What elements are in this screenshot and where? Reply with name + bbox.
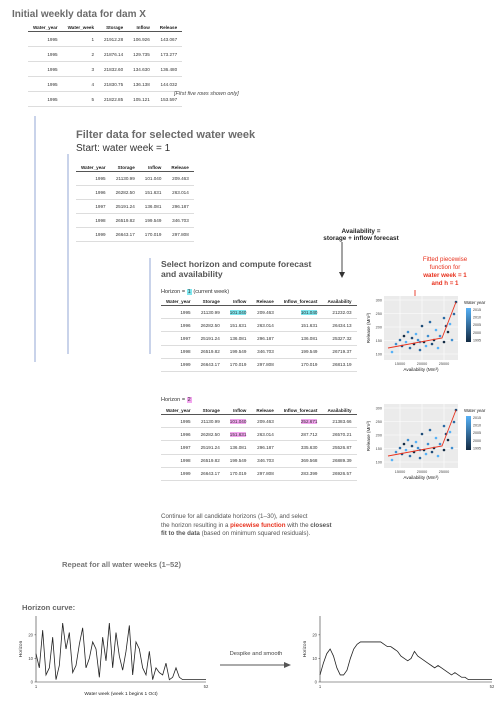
table-cell: 170.019 bbox=[225, 467, 252, 480]
data-point bbox=[421, 325, 424, 328]
table-cell: 26813.19 bbox=[322, 358, 356, 371]
table-row bbox=[76, 200, 194, 214]
data-point bbox=[427, 443, 430, 446]
continue-text bbox=[161, 513, 332, 539]
data-point bbox=[409, 455, 412, 458]
x-tick-label: 15000 bbox=[394, 362, 406, 366]
data-point bbox=[405, 449, 408, 452]
y-axis-label: Release (Mm³) bbox=[366, 420, 371, 452]
continue-line2b: piecewise function bbox=[230, 521, 286, 529]
table-cell: 25526.87 bbox=[322, 441, 356, 454]
data-point bbox=[449, 323, 452, 326]
section2-title: Filter data for selected water week bbox=[76, 129, 256, 141]
y-axis-label: Horizon bbox=[19, 640, 24, 658]
table-cell: 1999 bbox=[76, 228, 111, 242]
table-cell: 1995 bbox=[28, 32, 63, 47]
table-cell: 1995 bbox=[28, 92, 63, 107]
y-tick-label: 300 bbox=[375, 298, 382, 303]
table-cell: 287.712 bbox=[279, 428, 323, 441]
data-point bbox=[435, 437, 438, 440]
table-row bbox=[161, 345, 357, 358]
data-point bbox=[403, 443, 406, 446]
y-tick-label: 0 bbox=[314, 679, 317, 685]
table-cell: 106.926 bbox=[128, 32, 155, 47]
horizon-curve-title: Horizon curve: bbox=[22, 603, 76, 612]
column-header: Water_year bbox=[76, 163, 111, 172]
legend-colorbar bbox=[466, 308, 471, 342]
table-cell: 136.138 bbox=[128, 77, 155, 92]
table-row bbox=[76, 172, 194, 186]
data-point bbox=[439, 335, 442, 338]
legend-label: 2015 bbox=[473, 308, 481, 312]
table-cell: 136.480 bbox=[155, 62, 182, 77]
repeat-text: Repeat for all water weeks (1–52) bbox=[62, 560, 182, 569]
data-point bbox=[427, 335, 430, 338]
data-point bbox=[399, 339, 402, 342]
column-header: Inflow_forecast bbox=[279, 406, 323, 415]
y-tick-label: 100 bbox=[375, 460, 382, 465]
data-point bbox=[451, 447, 454, 450]
x-tick-label: 25000 bbox=[438, 470, 450, 474]
table-cell: 1995 bbox=[28, 47, 63, 62]
data-point bbox=[411, 445, 414, 448]
section3-title-line2: and availability bbox=[161, 269, 223, 279]
table-cell: 199.549 bbox=[279, 345, 323, 358]
table-cell: 3 bbox=[63, 62, 99, 77]
table-cell: 1997 bbox=[161, 332, 196, 345]
data-point bbox=[443, 341, 446, 344]
table-cell: 346.703 bbox=[251, 345, 278, 358]
table-cell: 26719.37 bbox=[322, 345, 356, 358]
table-cell: 296.187 bbox=[251, 332, 278, 345]
table-cell: 297.808 bbox=[166, 228, 193, 242]
table-cell: 151.631 bbox=[140, 186, 167, 200]
table-cell: 346.703 bbox=[166, 214, 193, 228]
table-cell: 1999 bbox=[161, 467, 196, 480]
data-point bbox=[417, 339, 420, 342]
horizon1-label bbox=[161, 289, 229, 295]
column-header: Availability bbox=[322, 406, 356, 415]
legend-title: Water year bbox=[464, 408, 486, 413]
fitted-line2: function for bbox=[429, 264, 461, 271]
table-cell: 21130.99 bbox=[196, 306, 225, 319]
y-axis-label: Horizon bbox=[303, 640, 308, 658]
table-cell: 199.549 bbox=[225, 454, 252, 467]
despike-arrow bbox=[216, 660, 296, 670]
section1-title: Initial weekly data for dam X bbox=[12, 9, 146, 20]
x-tick-label: 20000 bbox=[416, 470, 428, 474]
table-row bbox=[161, 332, 357, 345]
data-point bbox=[451, 339, 454, 342]
table-cell: 297.808 bbox=[251, 467, 278, 480]
table-cell: 21876.14 bbox=[99, 47, 128, 62]
column-header: Storage bbox=[99, 23, 128, 32]
table-cell: 134.630 bbox=[128, 62, 155, 77]
data-point bbox=[395, 343, 398, 346]
x-tick-label: 20000 bbox=[416, 362, 428, 366]
table-row bbox=[161, 319, 357, 332]
table-cell: 26519.82 bbox=[111, 214, 140, 228]
section3-title bbox=[161, 259, 311, 279]
y-tick-label: 150 bbox=[375, 447, 382, 451]
filtered-data-table bbox=[76, 163, 194, 242]
table-cell: 143.067 bbox=[155, 32, 182, 47]
table-cell: 21822.85 bbox=[99, 92, 128, 107]
table-cell: 136.081 bbox=[225, 441, 252, 454]
column-header: Inflow bbox=[128, 23, 155, 32]
legend-label: 2005 bbox=[473, 323, 481, 328]
fitted-line1: Fitted piecewise bbox=[422, 256, 468, 263]
horizon1-value: 1 bbox=[187, 289, 191, 295]
table-cell: 26282.50 bbox=[196, 319, 225, 332]
section3-title-line1: Select horizon and compute forecast bbox=[161, 259, 312, 269]
guide-line bbox=[67, 154, 69, 354]
table-row bbox=[161, 415, 357, 428]
table-cell: 151.631 bbox=[225, 319, 252, 332]
fitted-function-note bbox=[404, 256, 486, 288]
legend-label: 2000 bbox=[473, 330, 481, 335]
table-cell: 25191.24 bbox=[111, 200, 140, 214]
table-cell: 199.549 bbox=[225, 345, 252, 358]
x-axis-label: Water week (week 1 begins 1 Oct) bbox=[84, 692, 158, 697]
table-row bbox=[76, 214, 194, 228]
table-cell: 1998 bbox=[161, 345, 196, 358]
data-point bbox=[399, 447, 402, 450]
horizon1-prefix: Horizon = bbox=[161, 289, 187, 295]
data-point bbox=[447, 331, 450, 334]
x-axis-label: Availability (Mm³) bbox=[403, 475, 439, 480]
continue-line3a: fit to the data bbox=[161, 530, 200, 538]
table-row bbox=[161, 358, 357, 371]
y-tick-label: 20 bbox=[312, 632, 317, 638]
data-point bbox=[437, 455, 440, 458]
column-header: Inflow bbox=[225, 406, 252, 415]
table-row bbox=[161, 428, 357, 441]
data-point bbox=[435, 329, 438, 332]
data-point bbox=[437, 347, 440, 350]
availability-note-line1: Availability = bbox=[341, 228, 381, 235]
table-cell: 21130.99 bbox=[196, 415, 225, 428]
data-point bbox=[403, 335, 406, 338]
data-point bbox=[405, 341, 408, 344]
table-row bbox=[161, 467, 357, 480]
table-cell: 26570.21 bbox=[322, 428, 356, 441]
data-point bbox=[425, 345, 428, 348]
table-cell: 1999 bbox=[161, 358, 196, 371]
column-header: Inflow bbox=[225, 297, 252, 306]
y-tick-label: 250 bbox=[375, 312, 382, 316]
x-tick-label: 25000 bbox=[438, 362, 450, 366]
column-header: Release bbox=[251, 406, 278, 415]
table-cell: 1997 bbox=[161, 441, 196, 454]
column-header: Water_year bbox=[28, 23, 63, 32]
continue-line2d: closest bbox=[310, 521, 332, 529]
horizon2-value: 2 bbox=[187, 397, 191, 403]
table-cell: 25191.24 bbox=[196, 332, 225, 345]
x-tick-label: 1 bbox=[34, 684, 38, 689]
y-tick-label: 0 bbox=[30, 679, 33, 685]
table-cell: 1997 bbox=[76, 200, 111, 214]
table-cell: 26282.50 bbox=[196, 428, 225, 441]
horizon2-table bbox=[161, 406, 357, 481]
data-point bbox=[417, 447, 420, 450]
y-tick-label: 250 bbox=[375, 420, 382, 424]
table-cell: 25191.24 bbox=[196, 441, 225, 454]
table-cell: 21912.28 bbox=[99, 32, 128, 47]
table-cell: 26643.17 bbox=[111, 228, 140, 242]
data-point bbox=[391, 459, 394, 462]
table-cell: 144.032 bbox=[155, 77, 182, 92]
table-cell: 296.187 bbox=[251, 441, 278, 454]
table-cell: 209.463 bbox=[251, 306, 278, 319]
data-point bbox=[443, 449, 446, 452]
table-cell: 263.014 bbox=[251, 319, 278, 332]
column-header: Release bbox=[251, 297, 278, 306]
table-cell: 199.549 bbox=[140, 214, 167, 228]
continue-line3 bbox=[161, 530, 332, 539]
continue-line3b: (based on minimum squared residuals). bbox=[199, 530, 311, 538]
data-point bbox=[443, 317, 446, 320]
data-point bbox=[415, 441, 418, 444]
table-cell: 1996 bbox=[76, 186, 111, 200]
legend-label: 2000 bbox=[473, 438, 481, 443]
column-header: Storage bbox=[111, 163, 140, 172]
legend-colorbar bbox=[466, 416, 471, 450]
legend-label: 2015 bbox=[473, 416, 481, 420]
series-line bbox=[320, 642, 492, 680]
y-tick-label: 150 bbox=[375, 339, 382, 343]
legend-title: Water year bbox=[464, 300, 486, 305]
table-cell: 136.081 bbox=[140, 200, 167, 214]
section2-subtitle: Start: water week = 1 bbox=[76, 143, 171, 154]
data-point bbox=[453, 313, 456, 316]
table-cell: 21830.75 bbox=[99, 77, 128, 92]
y-tick-label: 10 bbox=[312, 655, 317, 661]
data-point bbox=[429, 321, 432, 324]
table-row bbox=[28, 77, 182, 92]
column-header: Water_year bbox=[161, 297, 196, 306]
table-row bbox=[28, 32, 182, 47]
data-point bbox=[453, 421, 456, 424]
table-cell: 26643.17 bbox=[196, 358, 225, 371]
table-row bbox=[28, 92, 182, 107]
data-point bbox=[395, 451, 398, 454]
table-cell: 170.019 bbox=[225, 358, 252, 371]
table-cell: 1 bbox=[63, 32, 99, 47]
column-header: Release bbox=[155, 23, 182, 32]
table-cell: 101.040 bbox=[140, 172, 167, 186]
table-cell: 2 bbox=[63, 47, 99, 62]
table-cell: 101.040 bbox=[225, 415, 252, 428]
column-header: Storage bbox=[196, 406, 225, 415]
table-cell: 1995 bbox=[28, 77, 63, 92]
x-tick-label: 1 bbox=[318, 684, 322, 689]
series-line bbox=[36, 623, 206, 680]
table-cell: 1995 bbox=[28, 62, 63, 77]
data-point bbox=[391, 351, 394, 354]
table-cell: 1996 bbox=[161, 428, 196, 441]
fitted-line4: and h = 1 bbox=[431, 280, 459, 287]
y-tick-label: 10 bbox=[28, 655, 33, 661]
x-tick-label: 52 bbox=[203, 684, 209, 689]
data-point bbox=[431, 451, 434, 454]
continue-line2a: the horizon resulting in a bbox=[161, 521, 231, 529]
data-point bbox=[415, 333, 418, 336]
table-cell: 26434.13 bbox=[322, 319, 356, 332]
data-point bbox=[443, 425, 446, 428]
legend-label: 2010 bbox=[473, 315, 481, 320]
horizon1-suffix: (current week) bbox=[191, 289, 230, 295]
table-row bbox=[28, 62, 182, 77]
first-rows-note: [First five rows shown only] bbox=[174, 91, 239, 97]
table-cell: 136.081 bbox=[279, 332, 323, 345]
table-cell: 263.014 bbox=[251, 428, 278, 441]
data-point bbox=[419, 457, 422, 460]
horizon-curve-smoothed bbox=[298, 612, 494, 698]
column-header: Water_week bbox=[63, 23, 99, 32]
table-cell: 209.463 bbox=[251, 415, 278, 428]
column-header: Water_year bbox=[161, 406, 196, 415]
table-cell: 26889.39 bbox=[322, 454, 356, 467]
table-cell: 151.631 bbox=[279, 319, 323, 332]
scatter-plot-h2 bbox=[364, 400, 494, 486]
table-cell: 335.630 bbox=[279, 441, 323, 454]
table-cell: 21832.60 bbox=[99, 62, 128, 77]
data-point bbox=[429, 429, 432, 432]
table-row bbox=[161, 306, 357, 319]
data-point bbox=[431, 343, 434, 346]
y-axis-label: Release (Mm³) bbox=[366, 312, 371, 344]
x-tick-label: 15000 bbox=[394, 470, 406, 474]
data-point bbox=[419, 349, 422, 352]
data-point bbox=[439, 443, 442, 446]
despike-label: Despike and smooth bbox=[229, 651, 283, 657]
table-row bbox=[76, 186, 194, 200]
horizon2-label bbox=[161, 397, 192, 403]
table-cell: 1995 bbox=[161, 415, 196, 428]
table-cell: 252.671 bbox=[279, 415, 323, 428]
table-cell: 21232.03 bbox=[322, 306, 356, 319]
table-cell: 1998 bbox=[76, 214, 111, 228]
table-cell: 1998 bbox=[161, 454, 196, 467]
y-tick-label: 200 bbox=[375, 433, 382, 438]
data-point bbox=[407, 439, 410, 442]
y-tick-label: 100 bbox=[375, 352, 382, 357]
initial-data-table bbox=[28, 23, 182, 107]
table-cell: 26643.17 bbox=[196, 467, 225, 480]
data-point bbox=[409, 347, 412, 350]
table-row bbox=[161, 441, 357, 454]
table-cell: 5 bbox=[63, 92, 99, 107]
table-cell: 263.014 bbox=[166, 186, 193, 200]
guide-line bbox=[34, 116, 36, 362]
table-row bbox=[28, 47, 182, 62]
column-header: Release bbox=[166, 163, 193, 172]
data-point bbox=[407, 331, 410, 334]
table-cell: 21383.66 bbox=[322, 415, 356, 428]
data-point bbox=[411, 337, 414, 340]
table-cell: 369.568 bbox=[279, 454, 323, 467]
data-point bbox=[425, 453, 428, 456]
legend-label: 2010 bbox=[473, 423, 481, 428]
table-cell: 26282.50 bbox=[111, 186, 140, 200]
table-cell: 129.735 bbox=[128, 47, 155, 62]
horizon2-prefix: Horizon = bbox=[161, 397, 187, 403]
continue-line1: Continue for all candidate horizons (1–30), and select bbox=[161, 513, 308, 520]
table-cell: 1996 bbox=[161, 319, 196, 332]
table-cell: 4 bbox=[63, 77, 99, 92]
continue-line2 bbox=[161, 522, 332, 531]
table-cell: 296.187 bbox=[166, 200, 193, 214]
table-row bbox=[76, 228, 194, 242]
table-cell: 25327.32 bbox=[322, 332, 356, 345]
column-header: Availability bbox=[322, 297, 356, 306]
table-row bbox=[161, 454, 357, 467]
x-axis-label: Availability (Mm³) bbox=[403, 367, 439, 372]
data-point bbox=[421, 433, 424, 436]
horizon-curve-raw bbox=[14, 612, 214, 698]
table-cell: 1995 bbox=[76, 172, 111, 186]
guide-line bbox=[149, 258, 151, 354]
table-cell: 170.019 bbox=[140, 228, 167, 242]
table-cell: 21130.99 bbox=[111, 172, 140, 186]
table-cell: 26519.82 bbox=[196, 454, 225, 467]
table-cell: 297.808 bbox=[251, 358, 278, 371]
continue-line2c: with the bbox=[285, 521, 311, 529]
y-tick-label: 20 bbox=[28, 632, 33, 638]
table-cell: 173.277 bbox=[155, 47, 182, 62]
table-cell: 101.040 bbox=[279, 306, 323, 319]
column-header: Storage bbox=[196, 297, 225, 306]
table-cell: 170.019 bbox=[279, 358, 323, 371]
table-cell: 283.399 bbox=[279, 467, 323, 480]
horizon1-table bbox=[161, 297, 357, 372]
table-cell: 209.463 bbox=[166, 172, 193, 186]
legend-label: 1995 bbox=[473, 338, 481, 343]
table-cell: 26926.57 bbox=[322, 467, 356, 480]
legend-label: 1995 bbox=[473, 446, 481, 451]
table-cell: 1995 bbox=[161, 306, 196, 319]
column-header: Inflow bbox=[140, 163, 167, 172]
table-cell: 26519.82 bbox=[196, 345, 225, 358]
data-point bbox=[449, 431, 452, 434]
availability-note-line2: storage + inflow forecast bbox=[323, 235, 399, 242]
table-cell: 101.040 bbox=[225, 306, 252, 319]
data-point bbox=[447, 439, 450, 442]
x-tick-label: 52 bbox=[489, 684, 494, 689]
table-cell: 105.121 bbox=[128, 92, 155, 107]
y-tick-label: 200 bbox=[375, 325, 382, 330]
table-cell: 346.703 bbox=[251, 454, 278, 467]
table-cell: 151.631 bbox=[225, 428, 252, 441]
fitted-line3: water week = 1 bbox=[423, 272, 467, 279]
y-tick-label: 300 bbox=[375, 406, 382, 411]
table-cell: 136.081 bbox=[225, 332, 252, 345]
scatter-plot-h1 bbox=[364, 292, 494, 378]
legend-label: 2005 bbox=[473, 431, 481, 436]
table-cell: 153.597 bbox=[155, 92, 182, 107]
column-header: Inflow_forecast bbox=[279, 297, 323, 306]
